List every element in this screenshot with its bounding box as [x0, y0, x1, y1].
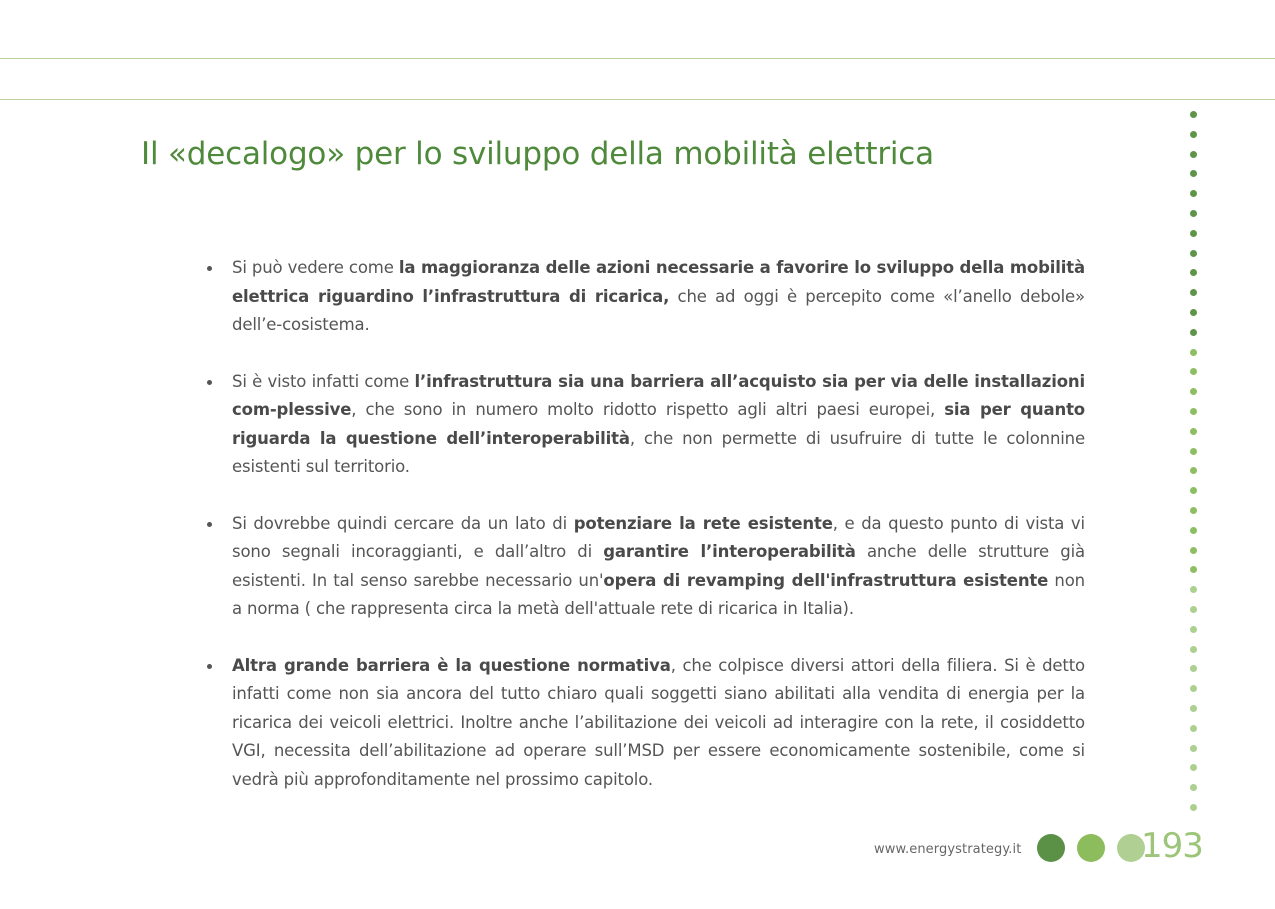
bullet-text-bold: Altra grande barriera è la questione normativa	[232, 655, 671, 675]
decorative-dot-icon	[1190, 151, 1197, 158]
decorative-dot-icon	[1190, 408, 1197, 415]
decorative-dot-icon	[1190, 448, 1197, 455]
bullet-item	[232, 510, 1085, 624]
bullet-list	[232, 254, 1085, 822]
decorative-dot-icon	[1190, 349, 1197, 356]
decorative-dot-icon	[1190, 250, 1197, 257]
decorative-dot-icon	[1190, 705, 1197, 712]
decorative-dot-icon	[1190, 170, 1197, 177]
decorative-dot-icon	[1190, 230, 1197, 237]
decorative-dot-icon	[1190, 388, 1197, 395]
bullet-text: , che non permette di usufruire di tutte le colonnine esistenti sul territorio.	[232, 428, 1085, 476]
decorative-dot-icon	[1190, 111, 1197, 118]
header-rule-top	[0, 58, 1275, 59]
decorative-dot-icon	[1190, 210, 1197, 217]
decorative-dot-icon	[1190, 725, 1197, 732]
bullet-text: , e da questo punto di vista vi sono segnali incoraggianti, e dall’altro di	[232, 513, 1085, 561]
decorative-dot-icon	[1190, 606, 1197, 613]
page-title: Il «decalogo» per lo sviluppo della mobilità elettrica	[141, 136, 934, 172]
bullet-text: , che sono in numero molto ridotto rispetto agli altri paesi europei,	[351, 400, 945, 419]
bullet-text-bold: la maggioranza delle azioni necessarie a favorire lo sviluppo della mobilità elettrica riguardino l’infrastruttura di ricarica,	[232, 258, 1085, 306]
page-number: 193	[1141, 826, 1203, 866]
decorative-dot-icon	[1190, 547, 1197, 554]
bullet-text: che ad oggi è percepito come «l’anello debole» dell’e-cosistema.	[232, 286, 1085, 334]
bullet-text: , che colpisce diversi attori della filiera. Si è detto infatti come non sia ancora del tutto chiaro quali soggetti siano abilitati alla vendita di energia per la ricarica dei veicoli elettrici. Inoltre anche l’abilitazione dei veicoli ad interagire con la rete, il cosiddetto VGI, necessita dell’abilitazione ad operare sull’MSD per essere economicamente sostenibile, come si vedrà più approfonditamente nel prossimo capitolo.	[232, 655, 1085, 789]
decorative-dot-icon	[1190, 289, 1197, 296]
decorative-dot-icon	[1190, 586, 1197, 593]
bullet-text-bold: l’infrastruttura sia una barriera all’acquisto sia per via delle installazioni com-plessive	[232, 371, 1085, 419]
footer-url: www.energystrategy.it	[874, 842, 1022, 857]
decorative-dot-icon	[1190, 368, 1197, 375]
header-rule-bottom	[0, 99, 1275, 100]
bullet-text: Si può vedere come	[232, 258, 399, 277]
decorative-dot-icon	[1190, 329, 1197, 336]
decorative-dot-icon	[1190, 507, 1197, 514]
decorative-dot-icon	[1190, 566, 1197, 573]
decorative-dot-icon	[1190, 784, 1197, 791]
decorative-dot-icon	[1190, 131, 1197, 138]
bullet-text: Si dovrebbe quindi cercare da un lato di	[232, 513, 574, 533]
bullet-item	[232, 652, 1085, 795]
bullet-text: anche delle strutture già esistenti. In tal senso sarebbe necessario un'	[232, 542, 1085, 590]
bullet-item	[232, 254, 1085, 340]
decorative-dot-icon	[1190, 665, 1197, 672]
bullet-text-bold: sia per quanto riguarda la questione dell’interoperabilità	[232, 400, 1085, 448]
circle-dark-icon	[1037, 834, 1065, 862]
decorative-dot-icon	[1190, 527, 1197, 534]
bullet-text-bold: opera di revamping dell'infrastruttura esistente	[603, 570, 1049, 590]
decorative-dot-icon	[1190, 685, 1197, 692]
bullet-text-bold: garantire l’interoperabilità	[603, 542, 856, 561]
decorative-dot-icon	[1190, 309, 1197, 316]
decorative-dot-icon	[1190, 428, 1197, 435]
decorative-dot-icon	[1190, 190, 1197, 197]
decorative-dot-icon	[1190, 646, 1197, 653]
decorative-dot-icon	[1190, 764, 1197, 771]
bullet-text-bold: potenziare la rete esistente	[573, 513, 833, 533]
bullet-text: Si è visto infatti come	[232, 371, 415, 391]
decorative-dot-icon	[1190, 745, 1197, 752]
page-circles-decoration	[1037, 834, 1152, 862]
decorative-dot-icon	[1190, 269, 1197, 276]
circle-mid-icon	[1077, 834, 1105, 862]
bullet-item	[232, 368, 1085, 482]
decorative-dot-icon	[1190, 804, 1197, 811]
decorative-dot-icon	[1190, 487, 1197, 494]
decorative-dot-column	[1190, 111, 1198, 824]
decorative-dot-icon	[1190, 626, 1197, 633]
bullet-text: non a norma ( che rappresenta circa la metà dell'attuale rete di ricarica in Italia).	[232, 570, 1085, 618]
decorative-dot-icon	[1190, 467, 1197, 474]
